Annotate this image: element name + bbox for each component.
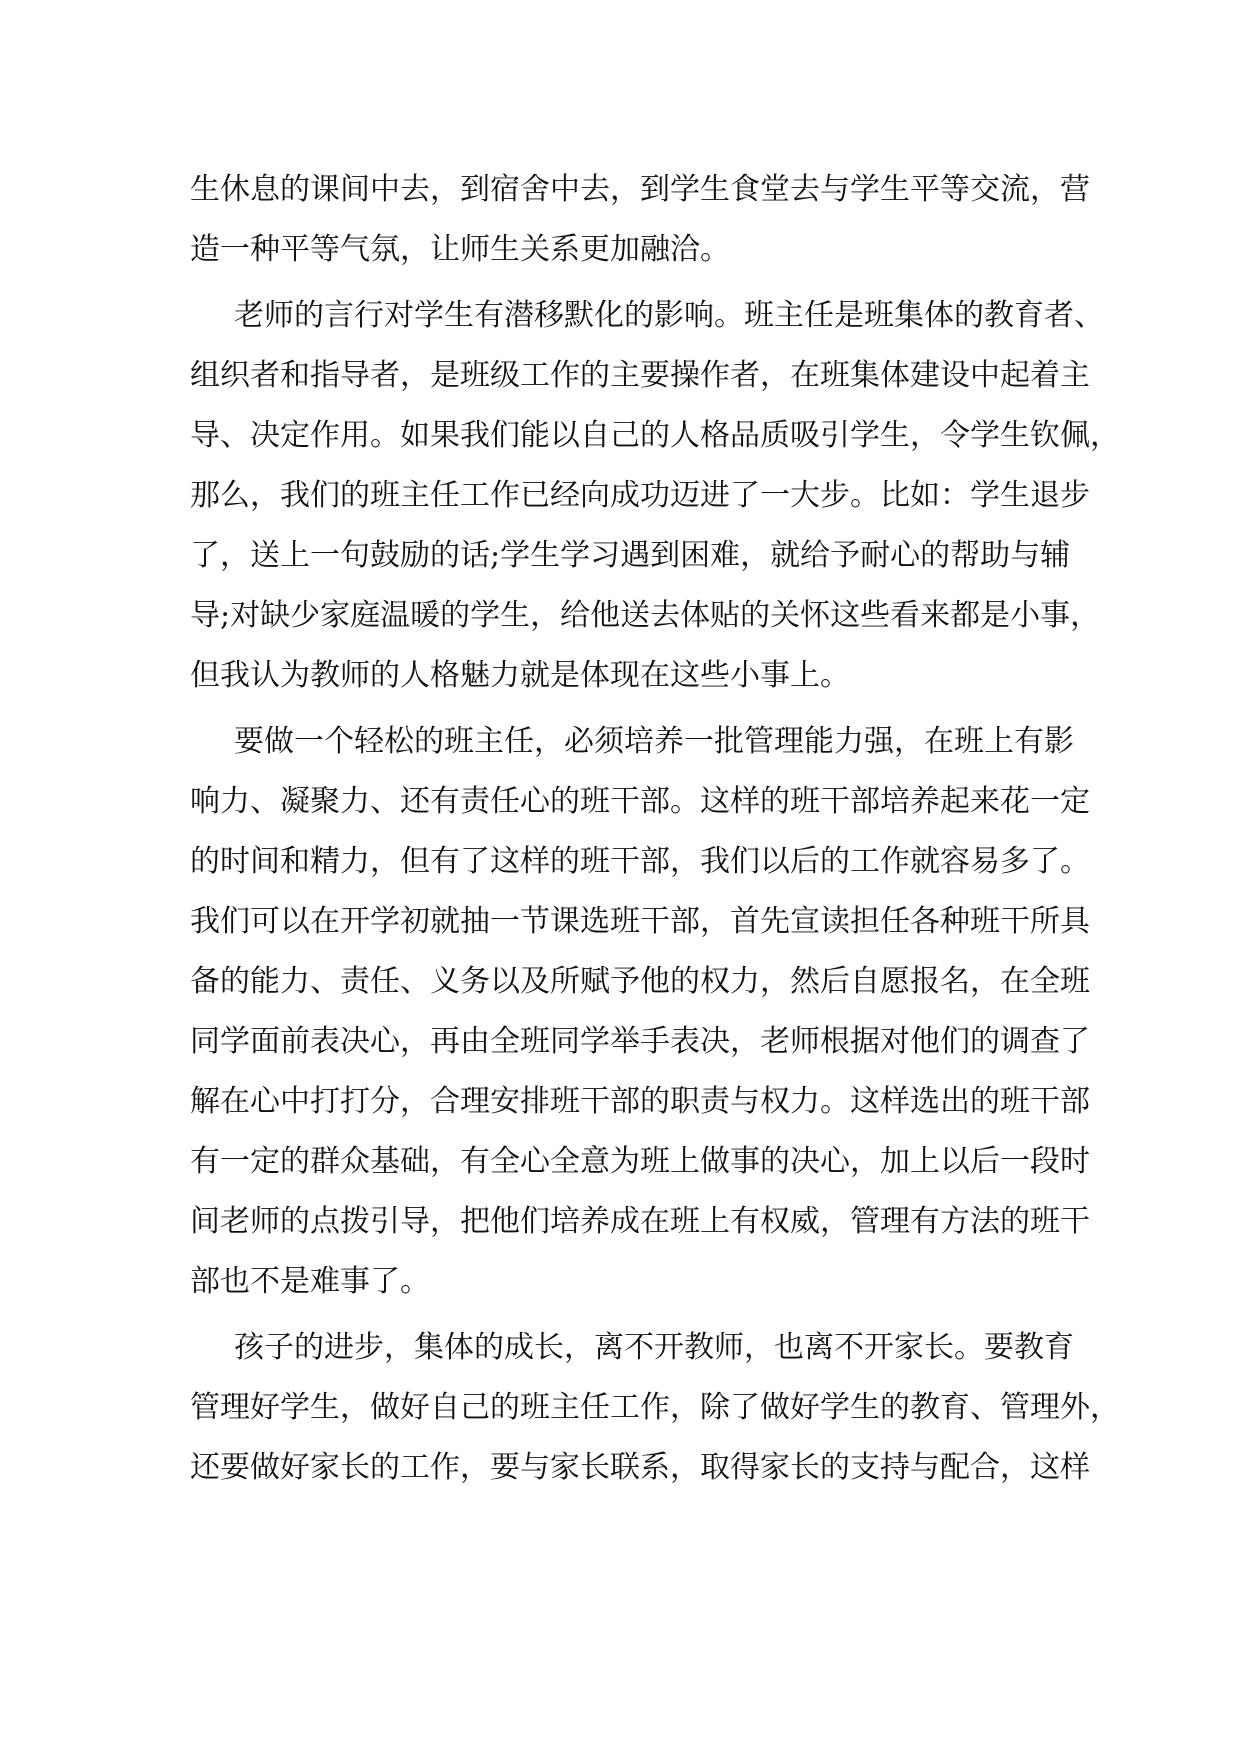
- text-line: 要做一个轻松的班主任，必须培养一批管理能力强，在班上有影: [234, 724, 1074, 759]
- text-line: 孩子的进步，集体的成长，离不开教师，也离不开家长。要教育: [234, 1330, 1074, 1365]
- text-line: 我们可以在开学初就抽一节课选班干部，首先宣读担任各种班干所具: [190, 904, 1090, 939]
- text-line: 导、决定作用。如果我们能以自己的人格品质吸引学生，令学生钦佩，: [190, 418, 1120, 453]
- paragraph: [190, 1318, 1120, 1498]
- paragraph: [190, 286, 1120, 706]
- text-line: 老师的言行对学生有潜移默化的影响。班主任是班集体的教育者、: [234, 298, 1104, 333]
- text-line: 生休息的课间中去，到宿舍中去，到学生食堂去与学生平等交流，营: [190, 172, 1090, 207]
- text-line: 管理好学生，做好自己的班主任工作，除了做好学生的教育、管理外，: [190, 1390, 1120, 1425]
- text-line: 还要做好家长的工作，要与家长联系，取得家长的支持与配合，这样: [190, 1450, 1090, 1485]
- text-line: 部也不是难事了。: [190, 1264, 430, 1299]
- text-line: 的时间和精力，但有了这样的班干部，我们以后的工作就容易多了。: [190, 844, 1090, 879]
- text-line: 那么，我们的班主任工作已经向成功迈进了一大步。比如：学生退步: [190, 478, 1090, 513]
- paragraph: [190, 712, 1090, 1312]
- text-line: 但我认为教师的人格魅力就是体现在这些小事上。: [190, 658, 850, 693]
- paragraph: [190, 160, 1090, 280]
- text-line: 解在心中打打分，合理安排班干部的职责与权力。这样选出的班干部: [190, 1084, 1090, 1119]
- text-line: 导;对缺少家庭温暖的学生，给他送去体贴的关怀这些看来都是小事，: [190, 598, 1101, 633]
- text-line: 有一定的群众基础，有全心全意为班上做事的决心，加上以后一段时: [190, 1144, 1090, 1179]
- text-line: 造一种平等气氛，让师生关系更加融洽。: [190, 232, 730, 267]
- document-page: [190, 160, 1120, 1498]
- text-line: 备的能力、责任、义务以及所赋予他的权力，然后自愿报名，在全班: [190, 964, 1090, 999]
- text-line: 响力、凝聚力、还有责任心的班干部。这样的班干部培养起来花一定: [190, 784, 1090, 819]
- text-line: 同学面前表决心，再由全班同学举手表决，老师根据对他们的调查了: [190, 1024, 1090, 1059]
- text-line: 了，送上一句鼓励的话;学生学习遇到困难，就给予耐心的帮助与辅: [190, 538, 1071, 573]
- text-line: 组织者和指导者，是班级工作的主要操作者，在班集体建设中起着主: [190, 358, 1090, 393]
- text-line: 间老师的点拨引导，把他们培养成在班上有权威，管理有方法的班干: [190, 1204, 1090, 1239]
